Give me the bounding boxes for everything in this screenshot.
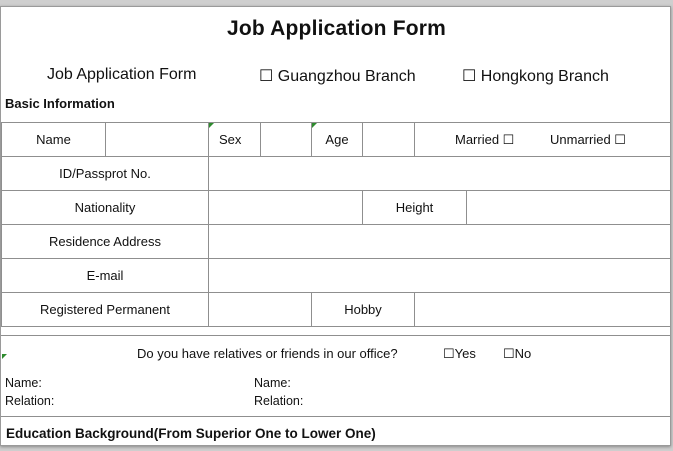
sex-field[interactable]: [261, 123, 312, 157]
registered-permanent-field[interactable]: [209, 293, 312, 327]
table-row: [2, 293, 672, 327]
table-row: [2, 259, 672, 293]
relative-2-relation-label: Relation:: [254, 394, 304, 408]
relative-2-name-label: Name:: [254, 376, 291, 390]
married-checkbox[interactable]: Married ☐: [455, 132, 515, 147]
registered-permanent-label: Registered Permanent: [2, 293, 209, 327]
form-sheet: [0, 6, 671, 446]
table-row: [2, 123, 672, 157]
relative-1-name-label: Name:: [5, 376, 42, 390]
email-label: E-mail: [2, 259, 209, 293]
education-background-heading: Education Background(From Superior One to Lower One): [1, 416, 671, 446]
height-field[interactable]: [467, 191, 672, 225]
branch-line-label: Job Application Form: [47, 66, 197, 83]
relatives-section: [1, 335, 671, 417]
height-label: Height: [363, 191, 467, 225]
hongkong-branch-checkbox[interactable]: ☐ Hongkong Branch: [462, 68, 609, 85]
table-row: [2, 157, 672, 191]
relatives-yes-checkbox[interactable]: ☐Yes: [443, 346, 476, 361]
guangzhou-branch-checkbox[interactable]: ☐ Guangzhou Branch: [259, 68, 416, 85]
nationality-label: Nationality: [2, 191, 209, 225]
nationality-field[interactable]: [209, 191, 363, 225]
age-label: Age: [312, 123, 363, 157]
sex-label: Sex: [209, 123, 261, 157]
relatives-question: Do you have relatives or friends in our office?: [137, 346, 398, 361]
id-passport-field[interactable]: [209, 157, 672, 191]
unmarried-checkbox[interactable]: Unmarried ☐: [550, 132, 626, 147]
table-row: [2, 225, 672, 259]
id-passport-label: ID/Passprot No.: [2, 157, 209, 191]
name-label: Name: [2, 123, 106, 157]
relatives-no-checkbox[interactable]: ☐No: [503, 346, 532, 361]
hobby-label: Hobby: [312, 293, 415, 327]
residence-address-label: Residence Address: [2, 225, 209, 259]
hobby-field[interactable]: [415, 293, 672, 327]
form-title: Job Application Form: [226, 17, 447, 40]
name-field[interactable]: [106, 123, 209, 157]
table-row: [2, 191, 672, 225]
marital-status-cell: [415, 123, 672, 157]
basic-information-heading: Basic Information: [5, 96, 115, 111]
residence-address-field[interactable]: [209, 225, 672, 259]
relative-1-relation-label: Relation:: [5, 394, 55, 408]
email-field[interactable]: [209, 259, 672, 293]
basic-information-table: [1, 122, 671, 327]
cell-marker-icon: [209, 123, 214, 128]
age-field[interactable]: [363, 123, 415, 157]
cell-marker-icon: [312, 123, 317, 128]
